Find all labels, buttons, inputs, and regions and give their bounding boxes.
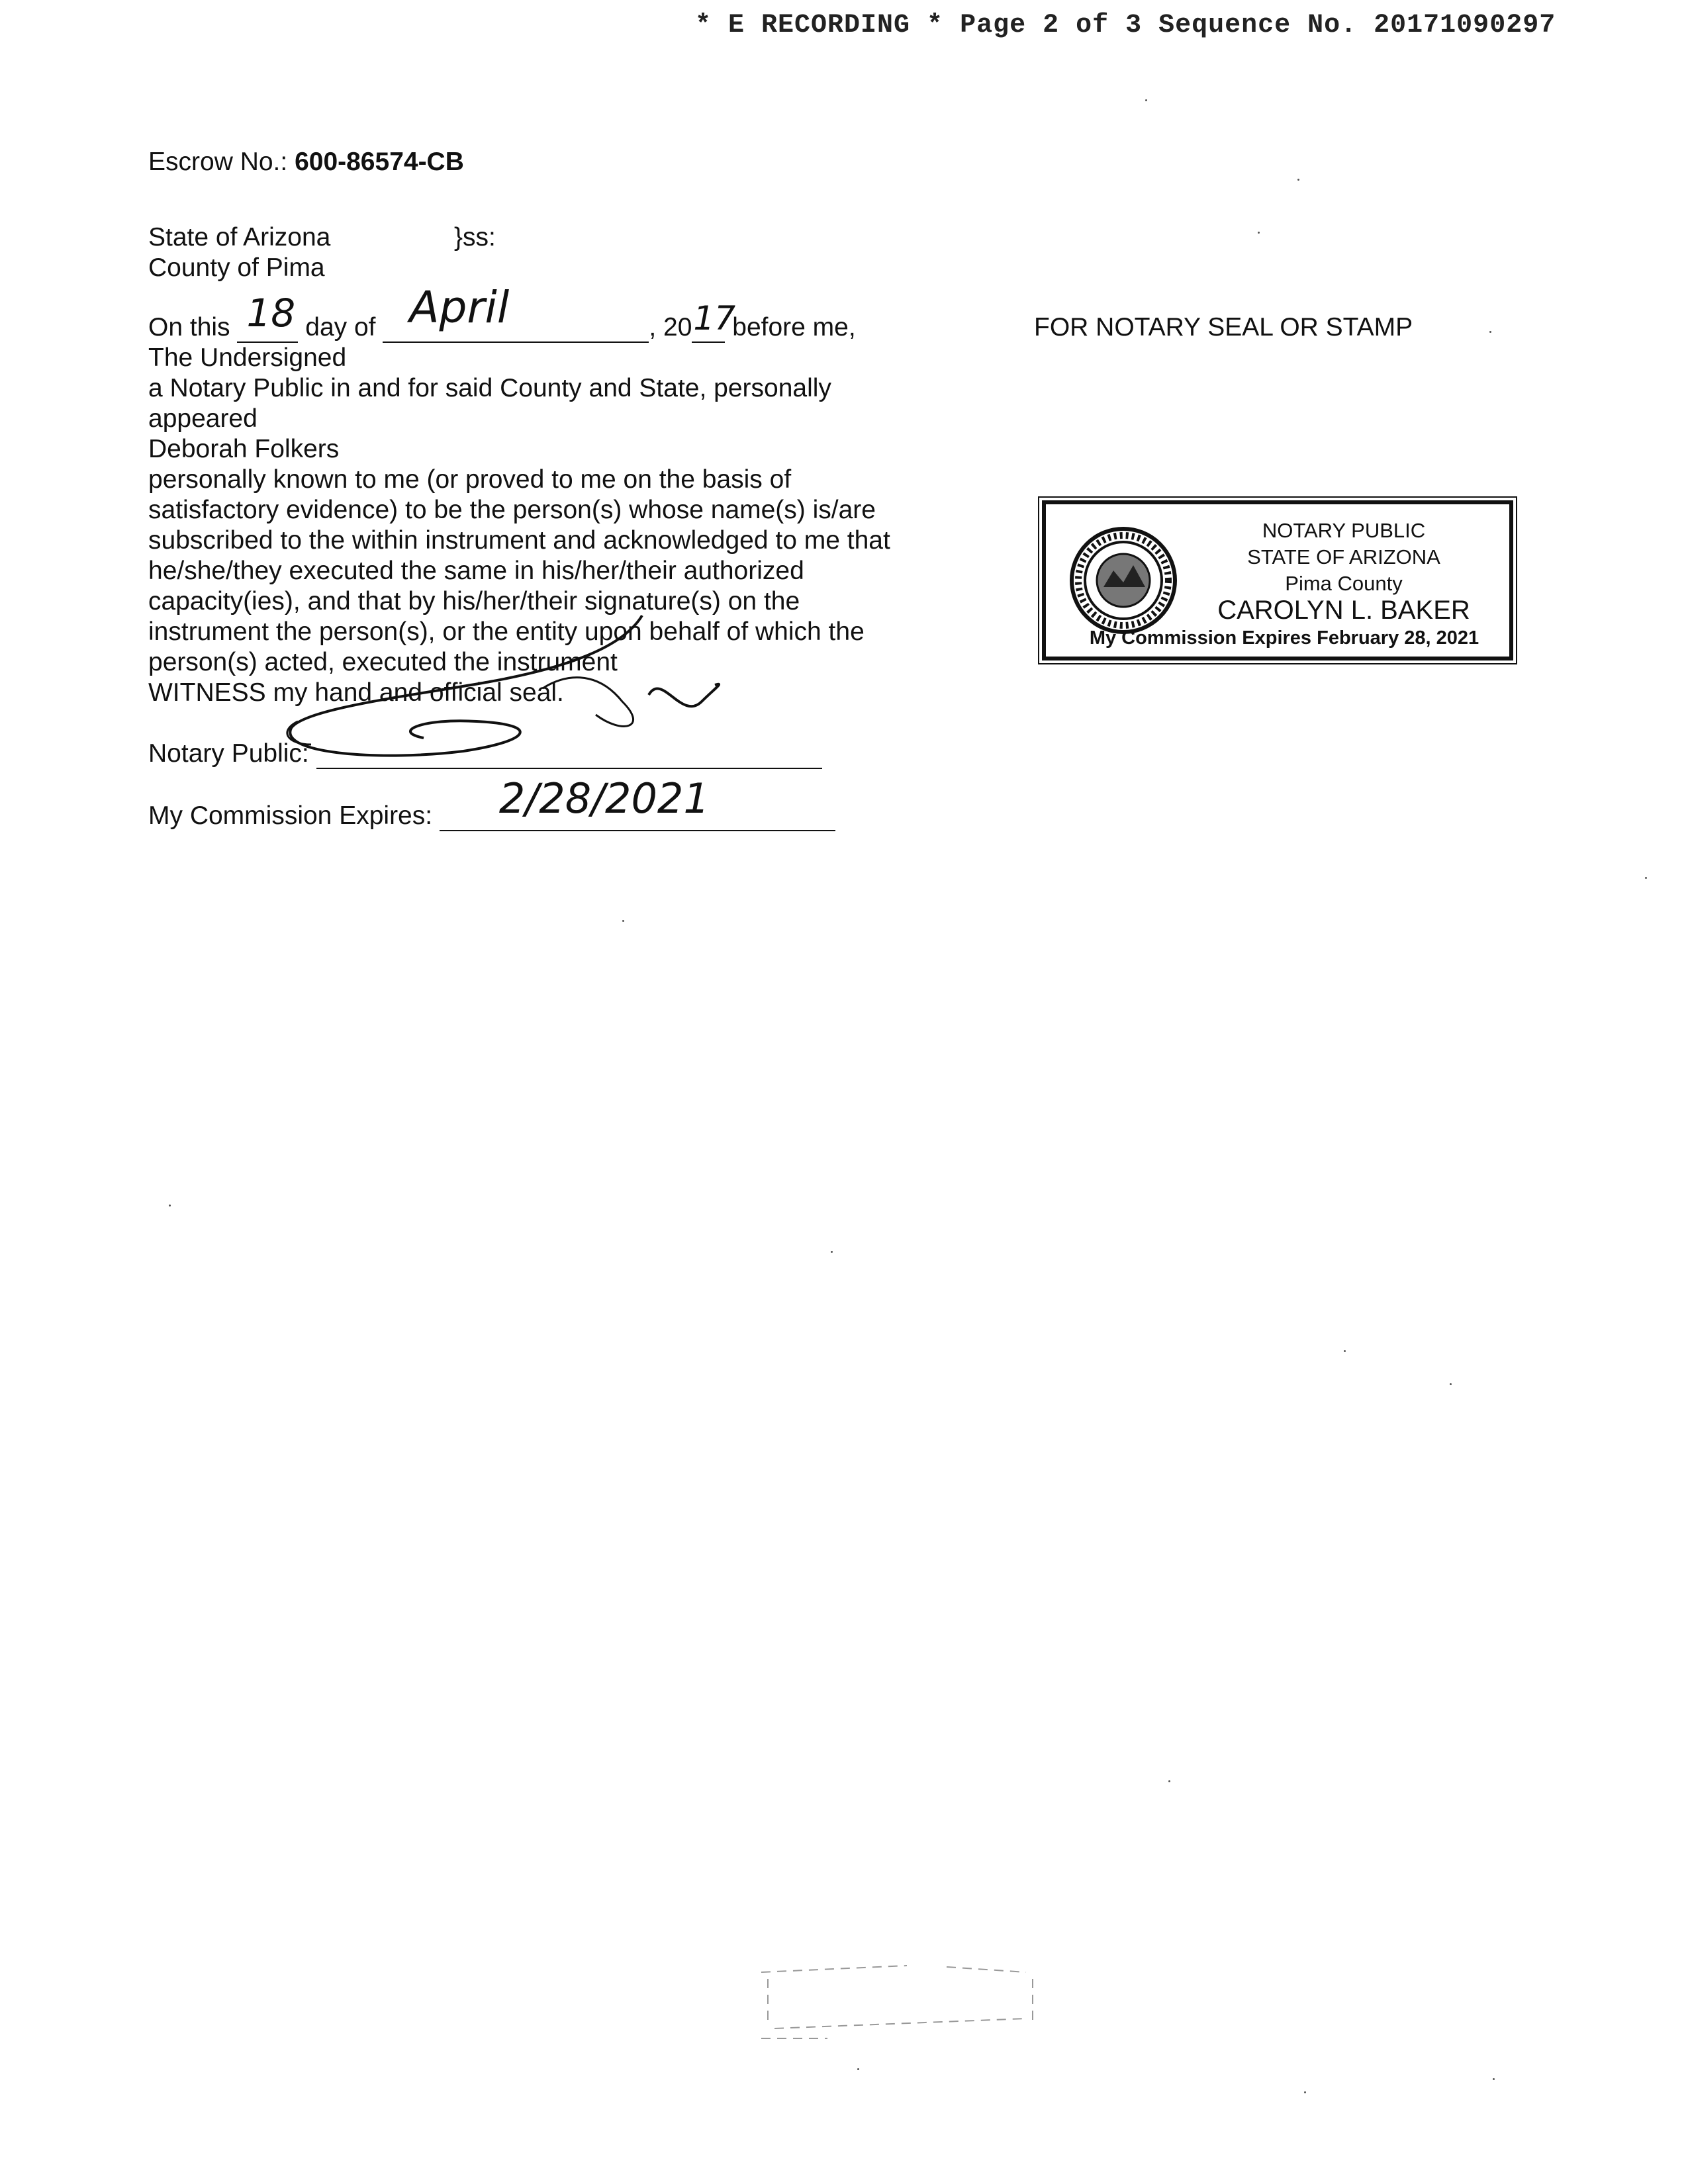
- year-blank: [692, 299, 736, 343]
- signer-name: Deborah Folkers: [148, 435, 340, 463]
- scan-speck: [1304, 2091, 1306, 2093]
- ack-line-notary: a Notary Public in and for said County and State, personally: [148, 374, 831, 402]
- escrow-label: Escrow No.:: [148, 148, 288, 176]
- scan-speck: [1145, 99, 1147, 101]
- day-of-label: day of: [305, 313, 376, 341]
- stamp-line2: STATE OF ARIZONA: [1247, 545, 1440, 569]
- day-handwritten: 18: [246, 291, 296, 336]
- year-prefix: , 20: [649, 313, 692, 341]
- commission-blank: [440, 774, 835, 831]
- notary-signature: [252, 596, 728, 781]
- scan-speck: [1645, 877, 1647, 879]
- scan-speck: [622, 920, 624, 922]
- recording-header: * E RECORDING * Page 2 of 3 Sequence No. 20171090297: [695, 11, 1556, 40]
- year-handwritten: 17: [693, 299, 736, 338]
- scan-speck: [857, 2068, 859, 2070]
- day-blank: [237, 291, 298, 343]
- stamp-expiration: My Commission Expires February 28, 2021: [1089, 627, 1479, 649]
- scan-speck: [1258, 232, 1260, 234]
- escrow-number: 600-86574-CB: [295, 148, 464, 176]
- scan-speck: [169, 1205, 171, 1206]
- stamp-line3: Pima County: [1285, 572, 1403, 595]
- venue-county: County of Pima: [148, 253, 325, 282]
- ack-text-4: he/she/they executed the same in his/her/their authorized: [148, 557, 804, 585]
- stamp-notary-name: CAROLYN L. BAKER: [1217, 596, 1470, 625]
- scan-speck: [831, 1251, 833, 1253]
- ack-text-3: subscribed to the within instrument and acknowledged to me that: [148, 526, 890, 555]
- month-handwritten: April: [409, 282, 510, 333]
- ack-text-7: person(s) acted, executed the instrument: [148, 648, 618, 676]
- notary-public-label: Notary Public:: [148, 739, 309, 768]
- month-blank: [383, 282, 649, 343]
- commission-label: My Commission Expires:: [148, 801, 433, 830]
- scan-speck: [1297, 179, 1299, 181]
- ack-text-5: capacity(ies), and that by his/her/their signature(s) on the: [148, 587, 800, 615]
- scan-speck: [1489, 331, 1491, 333]
- on-this-label: On this: [148, 313, 230, 341]
- ack-appeared: appeared: [148, 404, 258, 433]
- ack-text-6: instrument the person(s), or the entity upon behalf of which the: [148, 617, 865, 646]
- officer-name: The Undersigned: [148, 343, 347, 372]
- on-this-line: [148, 282, 856, 343]
- witness-line: WITNESS my hand and official seal.: [148, 678, 564, 707]
- ack-text-1: personally known to me (or proved to me on the basis of: [148, 465, 792, 494]
- seal-area-label: FOR NOTARY SEAL OR STAMP: [1034, 313, 1413, 341]
- scan-artifact: [748, 1952, 1053, 2045]
- escrow-line: [148, 147, 464, 177]
- commission-date-handwritten: 2/28/2021: [498, 774, 710, 823]
- notary-stamp: [1042, 500, 1513, 660]
- commission-line: [148, 774, 835, 831]
- scan-speck: [1450, 1383, 1452, 1385]
- stamp-line1: NOTARY PUBLIC: [1262, 519, 1426, 542]
- scan-speck: [1344, 1350, 1346, 1352]
- ack-text-2: satisfactory evidence) to be the person(s) whose name(s) is/are: [148, 496, 876, 524]
- scan-speck: [1168, 1780, 1170, 1782]
- scan-speck: [1493, 2078, 1495, 2080]
- venue-state: State of Arizona: [148, 223, 331, 251]
- venue-ss: }ss:: [454, 223, 496, 251]
- state-seal-icon: [1067, 524, 1180, 637]
- before-me-label: before me,: [732, 313, 856, 341]
